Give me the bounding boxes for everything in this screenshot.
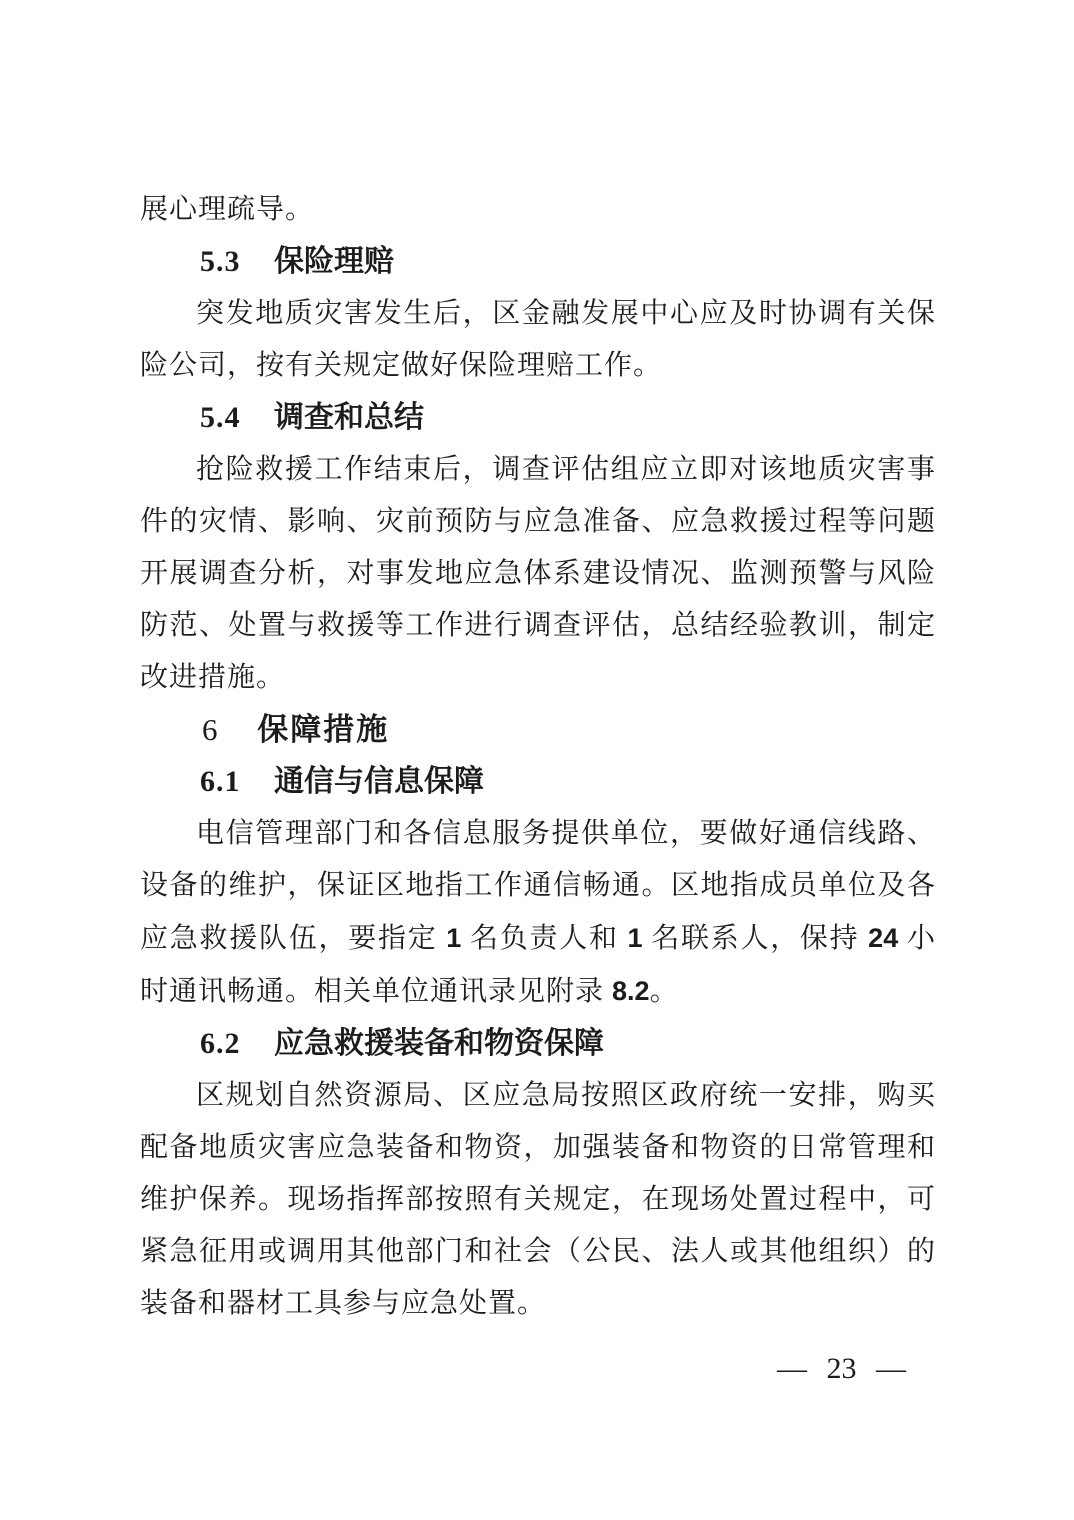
- section-heading-5-3: [140, 236, 936, 288]
- section-number: 6.1: [200, 765, 241, 798]
- section-heading-6-2: [140, 1018, 936, 1070]
- text-run: 小时通讯畅通。相关单位通讯录见附录: [140, 923, 936, 1007]
- section-title: 通信与信息保障: [274, 765, 484, 798]
- section-number: 5.3: [200, 245, 241, 278]
- numeral: 1: [446, 923, 462, 953]
- page-footer: [777, 1354, 906, 1384]
- numeral: 1: [627, 923, 643, 953]
- section-title: 应急救援装备和物资保障: [274, 1027, 604, 1060]
- section-heading-5-4: [140, 392, 936, 444]
- chapter-number: 6: [202, 712, 218, 747]
- section-number: 6.2: [200, 1027, 241, 1060]
- text-run: 电信管理部门和各信息服务提供单位，要做好通信线路、设备的维护，保证区地指工作通信畅通。区地指成员单位及各应急救援队伍，要指定: [140, 818, 936, 954]
- text-run: 名负责人和: [461, 923, 628, 954]
- chapter-heading-6: [140, 704, 936, 756]
- section-heading-6-1: [140, 756, 936, 808]
- page-number: — 23 —: [777, 1352, 906, 1385]
- text-run: 名联系人，保持: [642, 923, 869, 954]
- section-title: 调查和总结: [274, 401, 424, 434]
- paragraph-equipment-supplies: 区规划自然资源局、区应急局按照区政府统一安排，购买配备地质灾害应急装备和物资，加强装备和物资的日常管理和维护保养。现场指挥部按照有关规定，在现场处置过程中，可紧急征用或调用其他部门和社会（公民、法人或其他组织）的装备和器材工具参与应急处置。: [140, 1080, 936, 1319]
- section-number: 5.4: [200, 401, 241, 434]
- section-title: 保险理赔: [274, 245, 394, 278]
- paragraph-continuation: 展心理疏导。: [140, 194, 315, 225]
- paragraph-insurance-claims: 突发地质灾害发生后，区金融发展中心应及时协调有关保险公司，按有关规定做好保险理赔工作。: [140, 298, 936, 381]
- text-run: 。: [649, 976, 679, 1007]
- numeral: 8.2: [612, 976, 650, 1006]
- document-body: [140, 184, 936, 1330]
- chapter-title: 保障措施: [257, 712, 390, 747]
- paragraph-communications: [140, 808, 936, 1018]
- paragraph-investigation-summary: 抢险救援工作结束后，调查评估组应立即对该地质灾害事件的灾情、影响、灾前预防与应急准备、应急救援过程等问题开展调查分析，对事发地应急体系建设情况、监测预警与风险防范、处置与救援等工作进行调查评估，总结经验教训，制定改进措施。: [140, 454, 936, 693]
- numeral: 24: [868, 923, 899, 953]
